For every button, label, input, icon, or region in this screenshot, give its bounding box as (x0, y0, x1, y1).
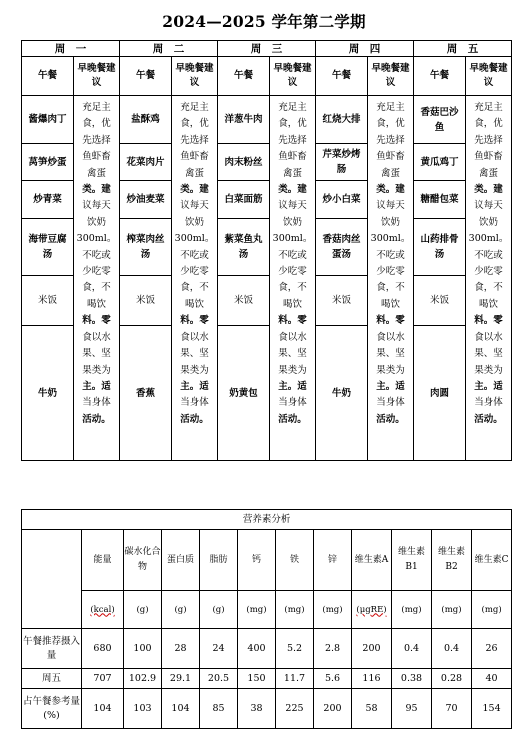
advice-line: 充足主 (376, 102, 405, 113)
advice-line: 活动。 (376, 413, 405, 425)
advice-line: 类。建 (82, 184, 111, 196)
nutrient-names-row (22, 530, 512, 591)
advice-line: 少吃零 (474, 266, 503, 278)
advice-line: 不吃或 (376, 249, 405, 261)
advice-line: 先选择 (278, 134, 307, 146)
unit-cell: (mg) (276, 591, 314, 629)
advice-line: 喝饮 (184, 298, 204, 310)
advice-line: 先选择 (474, 134, 503, 146)
dish-cell: 山药排骨汤 (414, 219, 466, 276)
advice-line: 饮奶 (86, 216, 106, 228)
advice-line: 300ml。 (468, 233, 509, 245)
lunch-header: 午餐 (316, 57, 368, 96)
advice-line: 饮奶 (478, 216, 498, 228)
advice-line: 先选择 (82, 134, 111, 146)
dish-cell: 香菇巴沙鱼 (414, 96, 466, 144)
dish-cell: 奶黄包 (218, 326, 270, 461)
advice-header: 早晚餐建议 (172, 57, 218, 96)
value-cell: 200 (352, 629, 392, 669)
advice-line: 喝饮 (86, 298, 106, 310)
advice-line: 类。建 (180, 184, 209, 196)
day-header-thu: 周 四 (316, 41, 414, 57)
advice-line: 鱼虾畜 (474, 151, 503, 163)
day-header-wed: 周 三 (218, 41, 316, 57)
advice-line: 果、坚 (180, 348, 209, 360)
nutrient-header: 脂肪 (200, 530, 238, 591)
advice-line: 当身体 (474, 397, 503, 409)
advice-header: 早晚餐建议 (74, 57, 120, 96)
day-header-fri: 周 五 (414, 41, 512, 57)
nutrition-row (22, 689, 512, 729)
row-label: 占午餐参考量(%) (22, 689, 82, 729)
value-cell: 20.5 (200, 669, 238, 689)
advice-line: 食，不 (278, 282, 307, 294)
value-cell: 5.2 (276, 629, 314, 669)
dish-cell: 香菇肉丝蛋汤 (316, 219, 368, 276)
advice-line: 喝饮 (380, 298, 400, 310)
dish-cell: 紫菜鱼丸汤 (218, 219, 270, 276)
advice-line: 不吃或 (180, 249, 209, 261)
advice-line: 主。适 (474, 380, 503, 392)
advice-line: 禽蛋 (478, 167, 498, 179)
advice-line: 果类为 (376, 364, 405, 376)
advice-line: 料。零 (474, 315, 503, 327)
meal-advice (270, 96, 316, 461)
advice-line: 饮奶 (184, 216, 204, 228)
value-cell: 225 (276, 689, 314, 729)
dish-cell: 糖醋包菜 (414, 181, 466, 219)
value-cell: 103 (124, 689, 162, 729)
advice-line: 充足主 (180, 102, 209, 113)
dish-cell: 炒油麦菜 (120, 181, 172, 219)
value-cell: 85 (200, 689, 238, 729)
advice-line: 活动。 (474, 413, 503, 425)
dish-cell: 盐酥鸡 (120, 96, 172, 144)
advice-line: 食，不 (376, 282, 405, 294)
unit-cell: (mg) (432, 591, 472, 629)
value-cell: 400 (238, 629, 276, 669)
nutrition-row (22, 669, 512, 689)
meal-advice (74, 96, 120, 461)
value-cell: 70 (432, 689, 472, 729)
advice-line: 喝饮 (478, 298, 498, 310)
advice-line: 食，优 (82, 118, 111, 130)
advice-line: 鱼虾畜 (278, 151, 307, 163)
dish-cell: 米饭 (22, 276, 74, 326)
nutrient-header: 维生素A (352, 530, 392, 591)
advice-line: 禽蛋 (184, 167, 204, 179)
nutrition-title-row (22, 510, 512, 530)
advice-line: 果、坚 (474, 348, 503, 360)
value-cell: 29.1 (162, 669, 200, 689)
advice-line: 果、坚 (82, 348, 111, 360)
advice-line: 少吃零 (376, 266, 405, 278)
advice-line: 充足主 (474, 102, 503, 113)
advice-line: 果类为 (82, 364, 111, 376)
value-cell: 104 (162, 689, 200, 729)
dish-cell: 洋葱牛肉 (218, 96, 270, 144)
dish-cell: 红烧大排 (316, 96, 368, 144)
nutrition-table (21, 509, 512, 729)
advice-line: 先选择 (180, 134, 209, 146)
advice-line: 料。零 (82, 315, 111, 327)
nutrition-title: 营养素分析 (22, 510, 512, 530)
advice-line: 禽蛋 (282, 167, 302, 179)
value-cell: 150 (238, 669, 276, 689)
subheader-row (22, 57, 512, 96)
dish-cell: 肉末粉丝 (218, 144, 270, 181)
advice-line: 料。零 (376, 315, 405, 327)
row-label: 午餐推荐摄入量 (22, 629, 82, 669)
unit-cell: (mg) (238, 591, 276, 629)
dish-cell: 牛奶 (22, 326, 74, 461)
lunch-header: 午餐 (120, 57, 172, 96)
advice-line: 不吃或 (278, 249, 307, 261)
value-cell: 707 (82, 669, 124, 689)
advice-line: 活动。 (82, 413, 111, 425)
value-cell: 104 (82, 689, 124, 729)
value-cell: 680 (82, 629, 124, 669)
advice-header: 早晚餐建议 (270, 57, 316, 96)
dish-cell: 炒青菜 (22, 181, 74, 219)
advice-line: 食，优 (180, 118, 209, 130)
value-cell: 58 (352, 689, 392, 729)
dish-cell: 白菜面筋 (218, 181, 270, 219)
advice-line: 果、坚 (278, 348, 307, 360)
advice-line: 食以水 (474, 331, 503, 343)
advice-line: 鱼虾畜 (376, 151, 405, 163)
lunch-header: 午餐 (218, 57, 270, 96)
dish-cell: 炒小白菜 (316, 181, 368, 219)
meal-advice (368, 96, 414, 461)
nutrient-header: 锌 (314, 530, 352, 591)
unit-cell: (g) (124, 591, 162, 629)
value-cell: 154 (472, 689, 512, 729)
advice-line: 不吃或 (474, 249, 503, 261)
advice-line: 议每天 (180, 200, 209, 212)
advice-line: 充足主 (278, 102, 307, 113)
advice-line: 饮奶 (380, 216, 400, 228)
advice-line: 食以水 (82, 331, 111, 343)
dish-cell: 莴笋炒蛋 (22, 144, 74, 181)
value-cell: 0.28 (432, 669, 472, 689)
meal-advice (466, 96, 512, 461)
advice-line: 食，不 (474, 282, 503, 294)
unit-cell: (kcal) (82, 591, 124, 629)
value-cell: 2.8 (314, 629, 352, 669)
dish-cell: 酱爆肉丁 (22, 96, 74, 144)
advice-line: 活动。 (278, 413, 307, 425)
advice-line: 食，不 (180, 282, 209, 294)
lunch-header: 午餐 (22, 57, 74, 96)
advice-line: 少吃零 (180, 266, 209, 278)
unit-cell: (μgRE) (352, 591, 392, 629)
unit-cell: (mg) (314, 591, 352, 629)
advice-line: 不吃或 (82, 249, 111, 261)
advice-line: 300ml。 (370, 233, 411, 245)
nutrient-header: 碳水化合物 (124, 530, 162, 591)
unit-cell: (g) (200, 591, 238, 629)
advice-line: 禽蛋 (380, 167, 400, 179)
advice-line: 果类为 (278, 364, 307, 376)
value-cell: 116 (352, 669, 392, 689)
nutrition-row (22, 629, 512, 669)
advice-line: 食，优 (278, 118, 307, 130)
advice-line: 料。零 (180, 315, 209, 327)
unit-cell: (mg) (392, 591, 432, 629)
advice-line: 食，不 (82, 282, 111, 294)
advice-line: 300ml。 (174, 233, 215, 245)
advice-line: 类。建 (376, 184, 405, 196)
advice-line: 议每天 (376, 200, 405, 212)
advice-line: 喝饮 (282, 298, 302, 310)
unit-cell: (g) (162, 591, 200, 629)
value-cell: 200 (314, 689, 352, 729)
value-cell: 0.4 (392, 629, 432, 669)
advice-line: 鱼虾畜 (180, 151, 209, 163)
dish-cell: 米饭 (414, 276, 466, 326)
units-row (22, 591, 512, 629)
lunch-header: 午餐 (414, 57, 466, 96)
value-cell: 38 (238, 689, 276, 729)
nutrient-header: 铁 (276, 530, 314, 591)
advice-line: 禽蛋 (86, 167, 106, 179)
advice-line: 主。适 (376, 380, 405, 392)
meal-advice (172, 96, 218, 461)
day-header-row (22, 41, 512, 57)
advice-line: 活动。 (180, 413, 209, 425)
advice-line: 当身体 (82, 397, 111, 409)
advice-line: 食，优 (376, 118, 405, 130)
value-cell: 5.6 (314, 669, 352, 689)
row-label: 周五 (22, 669, 82, 689)
advice-line: 饮奶 (282, 216, 302, 228)
dish-cell: 肉圆 (414, 326, 466, 461)
advice-line: 300ml。 (76, 233, 117, 245)
advice-line: 当身体 (278, 397, 307, 409)
dish-cell: 米饭 (316, 276, 368, 326)
dish-cell: 牛奶 (316, 326, 368, 461)
advice-line: 主。适 (82, 380, 111, 392)
advice-header: 早晚餐建议 (466, 57, 512, 96)
value-cell: 102.9 (124, 669, 162, 689)
corner-cell (22, 530, 82, 629)
advice-line: 当身体 (180, 397, 209, 409)
day-header-mon: 周 一 (22, 41, 120, 57)
advice-header: 早晚餐建议 (368, 57, 414, 96)
weekly-menu-table (21, 40, 512, 461)
value-cell: 95 (392, 689, 432, 729)
value-cell: 26 (472, 629, 512, 669)
advice-line: 议每天 (278, 200, 307, 212)
dish-cell: 米饭 (120, 276, 172, 326)
dish-cell: 香蕉 (120, 326, 172, 461)
advice-line: 食以水 (278, 331, 307, 343)
unit-cell: (mg) (472, 591, 512, 629)
dish-cell: 海带豆腐汤 (22, 219, 74, 276)
advice-line: 食以水 (376, 331, 405, 343)
advice-line: 当身体 (376, 397, 405, 409)
dish-cell: 黄瓜鸡丁 (414, 144, 466, 181)
advice-line: 议每天 (474, 200, 503, 212)
advice-line: 先选择 (376, 134, 405, 146)
nutrient-header: 维生素B2 (432, 530, 472, 591)
advice-line: 鱼虾畜 (82, 151, 111, 163)
dish-cell: 榨菜肉丝汤 (120, 219, 172, 276)
advice-line: 充足主 (82, 102, 111, 113)
value-cell: 0.38 (392, 669, 432, 689)
nutrient-header: 蛋白质 (162, 530, 200, 591)
value-cell: 100 (124, 629, 162, 669)
advice-line: 料。零 (278, 315, 307, 327)
advice-line: 食以水 (180, 331, 209, 343)
value-cell: 28 (162, 629, 200, 669)
advice-line: 300ml。 (272, 233, 313, 245)
advice-line: 议每天 (82, 200, 111, 212)
value-cell: 40 (472, 669, 512, 689)
dish-cell: 米饭 (218, 276, 270, 326)
advice-line: 主。适 (278, 380, 307, 392)
advice-line: 类。建 (278, 184, 307, 196)
advice-line: 果类为 (474, 364, 503, 376)
nutrient-header: 能量 (82, 530, 124, 591)
menu-row (22, 96, 512, 144)
value-cell: 0.4 (432, 629, 472, 669)
advice-line: 主。适 (180, 380, 209, 392)
value-cell: 24 (200, 629, 238, 669)
advice-line: 果类为 (180, 364, 209, 376)
advice-line: 果、坚 (376, 348, 405, 360)
page-title: 2024—2025 学年第二学期 (162, 12, 366, 31)
dish-cell: 花菜肉片 (120, 144, 172, 181)
advice-line: 少吃零 (82, 266, 111, 278)
advice-line: 类。建 (474, 184, 503, 196)
nutrient-header: 维生素B1 (392, 530, 432, 591)
day-header-tue: 周 二 (120, 41, 218, 57)
nutrient-header: 钙 (238, 530, 276, 591)
advice-line: 少吃零 (278, 266, 307, 278)
nutrient-header: 维生素C (472, 530, 512, 591)
dish-cell: 芹菜炒烤肠 (316, 144, 368, 181)
advice-line: 食，优 (474, 118, 503, 130)
value-cell: 11.7 (276, 669, 314, 689)
